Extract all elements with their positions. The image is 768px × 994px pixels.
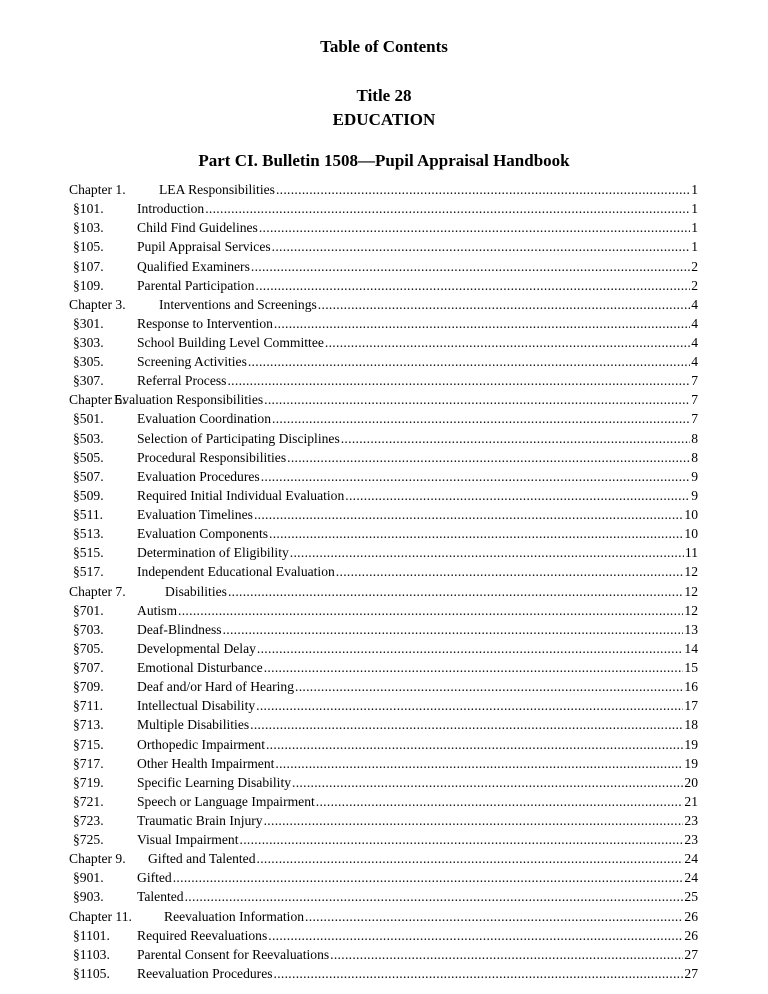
toc-page-number: 7 <box>691 392 698 408</box>
toc-page-number: 19 <box>684 736 698 752</box>
toc-entry-number: §515. <box>73 545 104 561</box>
toc-entry-title: Disabilities <box>165 583 227 599</box>
dot-leader <box>254 506 683 524</box>
toc-entry-number: Chapter 3. <box>69 296 126 312</box>
dot-leader <box>272 410 690 428</box>
toc-entry-number: §901. <box>73 870 104 886</box>
toc-entry-number: §1103. <box>73 946 110 962</box>
toc-page-number: 18 <box>684 717 698 733</box>
toc-entry-number: §701. <box>73 602 104 618</box>
toc-chapter-row[interactable] <box>69 181 698 199</box>
toc-page-number: 27 <box>684 965 698 981</box>
title-name: EDUCATION <box>332 110 436 129</box>
toc-entry-number: §509. <box>73 487 104 503</box>
dot-leader <box>185 888 684 906</box>
toc-entry-number: Chapter 1. <box>69 182 126 197</box>
toc-page-number: 27 <box>684 946 698 962</box>
toc-entry-title: Referral Process <box>137 373 227 389</box>
part-title: Part CI. Bulletin 1508—Pupil Appraisal Handbook <box>198 151 570 170</box>
toc-section-row[interactable] <box>69 621 698 639</box>
toc-entry-title: Evaluation Coordination <box>137 411 272 427</box>
toc-entry-title: Pupil Appraisal Services <box>137 239 271 255</box>
toc-entry-number: §105. <box>73 239 104 255</box>
toc-entry-number: Chapter 7. <box>69 583 126 599</box>
toc-page-number: 9 <box>691 468 698 484</box>
toc-section-row[interactable] <box>69 812 698 830</box>
dot-leader <box>316 793 684 811</box>
toc-section-row[interactable] <box>69 640 698 658</box>
toc-entry-title: Evaluation Timelines <box>137 507 253 522</box>
toc-section-row[interactable] <box>69 544 698 562</box>
toc-page-number: 19 <box>684 755 698 771</box>
toc-section-row[interactable] <box>69 238 698 256</box>
toc-section-row[interactable] <box>69 927 698 945</box>
dot-leader <box>257 640 684 658</box>
toc-section-row[interactable] <box>69 449 698 467</box>
toc-section-row[interactable] <box>69 200 698 218</box>
toc-section-row[interactable] <box>69 315 698 333</box>
toc-page-number: 12 <box>684 602 698 618</box>
dot-leader <box>228 583 683 601</box>
toc-page-number: 9 <box>691 487 698 503</box>
dot-leader <box>178 602 683 620</box>
toc-entry-title: Gifted <box>137 870 172 886</box>
toc-entry-title: Determination of Eligibility <box>137 545 289 561</box>
toc-page-number: 26 <box>684 927 698 943</box>
toc-section-row[interactable] <box>69 716 698 734</box>
toc-entry-title: Parental Participation <box>137 277 255 293</box>
dot-leader <box>330 946 683 964</box>
toc-section-row[interactable] <box>69 965 698 983</box>
toc-entry-number: §501. <box>73 411 104 427</box>
toc-entry-title: Independent Educational Evaluation <box>137 564 335 580</box>
toc-section-row[interactable] <box>69 888 698 906</box>
toc-entry-number: §707. <box>73 660 104 675</box>
dot-leader <box>274 315 690 333</box>
toc-entry-number: §511. <box>73 507 104 522</box>
toc-section-row[interactable] <box>69 468 698 486</box>
dot-leader <box>223 621 684 639</box>
toc-entry-number: §107. <box>73 258 104 274</box>
toc-section-row[interactable] <box>69 755 698 773</box>
toc-entry-number: §711. <box>73 698 104 714</box>
toc-entry-title: Screening Activities <box>137 354 247 370</box>
toc-entry-number: §503. <box>73 430 104 446</box>
toc-section-row[interactable] <box>69 946 698 964</box>
toc-entry-number: §705. <box>73 640 104 656</box>
toc-entry-title: LEA Responsibilities <box>159 182 275 197</box>
toc-section-row[interactable] <box>69 736 698 754</box>
toc-entry-number: §109. <box>73 277 104 293</box>
toc-entry-title: Parental Consent for Reevaluations <box>137 946 330 962</box>
toc-page-number: 8 <box>691 430 698 446</box>
toc-section-row[interactable] <box>69 487 698 505</box>
toc-section-row[interactable] <box>69 430 698 448</box>
toc-entry-number: §305. <box>73 354 104 370</box>
toc-entry-title: School Building Level Committee <box>137 335 324 350</box>
toc-entry-number: §709. <box>73 679 104 695</box>
dot-leader <box>266 736 683 754</box>
toc-entry-title: Interventions and Screenings <box>159 296 317 312</box>
toc-entry-title: Autism <box>137 602 178 618</box>
toc-chapter-row[interactable] <box>69 908 698 926</box>
toc-section-row[interactable] <box>69 831 698 849</box>
toc-entry-number: §303. <box>73 335 104 350</box>
toc-entry-number: §715. <box>73 736 104 752</box>
toc-section-row[interactable] <box>69 219 698 237</box>
toc-entry-title: Reevaluation Information <box>164 908 305 924</box>
toc-page-number: 26 <box>684 908 698 924</box>
toc-entry-title: Introduction <box>137 201 205 217</box>
toc-page-number: 21 <box>684 793 698 809</box>
dot-leader <box>268 927 683 945</box>
toc-entry-number: §103. <box>73 220 104 236</box>
toc-entry-title: Developmental Delay <box>137 640 256 656</box>
toc-page-number: 15 <box>684 660 698 675</box>
toc-page-number: 23 <box>684 832 698 848</box>
toc-entry-title: Procedural Responsibilities <box>137 449 287 465</box>
dot-leader <box>345 487 690 505</box>
dot-leader <box>305 908 683 926</box>
toc-entry-title: Evaluation Components <box>137 526 269 542</box>
dot-leader <box>248 353 690 371</box>
toc-entry-title: Qualified Examiners <box>137 258 250 274</box>
toc-entry-number: §517. <box>73 564 104 580</box>
toc-entry-number: Chapter 5. <box>69 392 126 408</box>
toc-chapter-row[interactable] <box>69 296 698 314</box>
dot-leader <box>240 831 684 849</box>
toc-chapter-row[interactable] <box>69 850 698 868</box>
toc-entry-number: §101. <box>73 201 104 217</box>
toc-section-row[interactable] <box>69 678 698 696</box>
toc-entry-number: §723. <box>73 813 104 828</box>
title-number: Title 28 <box>356 86 412 105</box>
toc-entry-title: Speech or Language Impairment <box>137 793 315 809</box>
toc-page-number: 1 <box>691 220 698 236</box>
toc-entry-title: Required Initial Individual Evaluation <box>137 487 345 503</box>
dot-leader <box>264 391 690 409</box>
toc-page-number: 4 <box>691 315 698 331</box>
toc-section-row[interactable] <box>69 793 698 811</box>
toc-section-row[interactable] <box>69 774 698 792</box>
toc-entry-title: Deaf-Blindness <box>137 621 222 637</box>
toc-entry-title: Child Find Guidelines <box>137 220 258 236</box>
toc-section-row[interactable] <box>69 659 698 677</box>
toc-entry-title: Orthopedic Impairment <box>137 736 265 752</box>
toc-entry-number: §1101. <box>73 927 110 943</box>
toc-entry-title: Reevaluation Procedures <box>137 965 273 981</box>
toc-entry-title: Traumatic Brain Injury <box>137 813 263 828</box>
dot-leader <box>255 277 690 295</box>
toc-page-number: 4 <box>691 354 698 370</box>
toc-page-number: 12 <box>684 564 698 580</box>
toc-page-number: 20 <box>684 774 698 790</box>
toc-page-number: 24 <box>684 851 698 867</box>
toc-page-number: 1 <box>691 239 698 255</box>
toc-entry-title: Intellectual Disability <box>137 698 256 714</box>
toc-page-number: 17 <box>684 698 698 714</box>
toc-page-number: 11 <box>684 545 698 561</box>
toc-entry-number: §505. <box>73 449 104 465</box>
dot-leader <box>274 965 684 983</box>
dot-leader <box>295 678 683 696</box>
toc-entry-title: Gifted and Talented <box>148 851 256 867</box>
toc-page-number: 4 <box>691 296 698 312</box>
toc-entry-number: Chapter 9. <box>69 851 126 867</box>
toc-entry-number: Chapter 11. <box>69 908 132 924</box>
toc-section-row[interactable] <box>69 697 698 715</box>
dot-leader <box>269 525 683 543</box>
toc-section-row[interactable] <box>69 563 698 581</box>
dot-leader <box>250 716 683 734</box>
toc-section-row[interactable] <box>69 410 698 428</box>
toc-page-number: 1 <box>691 201 698 217</box>
toc-entry-number: §301. <box>73 315 104 331</box>
toc-entry-title: Specific Learning Disability <box>137 774 292 790</box>
toc-entry-number: §1105. <box>73 965 110 981</box>
toc-entry-title: Other Health Impairment <box>137 755 275 771</box>
toc-entry-title: Emotional Disturbance <box>137 660 263 675</box>
toc-entry-title: Required Reevaluations <box>137 927 268 943</box>
toc-entry-number: §307. <box>73 373 104 389</box>
toc-section-row[interactable] <box>69 602 698 620</box>
dot-leader <box>292 774 683 792</box>
toc-page-number: 16 <box>684 679 698 695</box>
toc-page-number: 10 <box>684 526 698 542</box>
toc-page-number: 10 <box>684 507 698 522</box>
toc-entry-title: Evaluation Responsibilities <box>114 392 264 408</box>
toc-page-number: 4 <box>691 335 698 350</box>
toc-entry-title: Selection of Participating Disciplines <box>137 430 340 446</box>
dot-leader <box>318 296 690 314</box>
toc-chapter-row[interactable] <box>69 391 698 409</box>
toc-section-row[interactable] <box>69 334 698 352</box>
toc-page-number: 7 <box>691 411 698 427</box>
dot-leader <box>205 200 690 218</box>
dot-leader <box>173 869 684 887</box>
toc-entry-title: Multiple Disabilities <box>137 717 250 733</box>
toc-section-row[interactable] <box>69 372 698 390</box>
toc-page-number: 7 <box>691 373 698 389</box>
dot-leader <box>256 697 683 715</box>
dot-leader <box>325 334 690 352</box>
dot-leader <box>259 219 690 237</box>
toc-entry-title: Response to Intervention <box>137 315 273 331</box>
toc-page-number: 8 <box>691 449 698 465</box>
dot-leader <box>251 258 690 276</box>
toc-page-number: 25 <box>684 889 698 905</box>
dot-leader <box>275 755 683 773</box>
toc-section-row[interactable] <box>69 525 698 543</box>
toc-title: Table of Contents <box>320 37 448 56</box>
dot-leader <box>227 372 690 390</box>
toc-section-row[interactable] <box>69 506 698 524</box>
dot-leader <box>336 563 684 581</box>
toc-entry-title: Visual Impairment <box>137 832 239 848</box>
dot-leader <box>290 544 684 562</box>
toc-entry-title: Evaluation Procedures <box>137 468 260 484</box>
toc-entry-number: §717. <box>73 755 104 771</box>
toc-section-row[interactable] <box>69 869 698 887</box>
toc-section-row[interactable] <box>69 258 698 276</box>
toc-page-number: 13 <box>684 621 698 637</box>
dot-leader <box>264 659 684 677</box>
toc-page-number: 2 <box>691 258 698 274</box>
toc-entry-number: §513. <box>73 526 104 542</box>
dot-leader <box>261 468 691 486</box>
toc-entry-number: §719. <box>73 774 104 790</box>
dot-leader <box>341 430 690 448</box>
toc-entry-number: §725. <box>73 832 104 848</box>
toc-entry-number: §903. <box>73 889 104 905</box>
dot-leader <box>264 812 684 830</box>
toc-page-number: 1 <box>691 182 698 197</box>
toc-entry-number: §507. <box>73 468 104 484</box>
toc-entry-title: Talented <box>137 889 184 905</box>
dot-leader <box>257 850 684 868</box>
toc-page-number: 23 <box>684 813 698 828</box>
toc-entry-number: §703. <box>73 621 104 637</box>
dot-leader <box>272 238 691 256</box>
dot-leader <box>276 181 690 199</box>
toc-entry-title: Deaf and/or Hard of Hearing <box>137 679 295 695</box>
toc-page-number: 14 <box>684 640 698 656</box>
toc-page-number: 2 <box>691 277 698 293</box>
toc-section-row[interactable] <box>69 353 698 371</box>
toc-page-number: 24 <box>684 870 698 886</box>
toc-page-number: 12 <box>684 583 698 599</box>
dot-leader <box>287 449 690 467</box>
toc-entry-number: §713. <box>73 717 104 733</box>
toc-entry-number: §721. <box>73 793 104 809</box>
toc-section-row[interactable] <box>69 277 698 295</box>
toc-chapter-row[interactable] <box>69 583 698 601</box>
